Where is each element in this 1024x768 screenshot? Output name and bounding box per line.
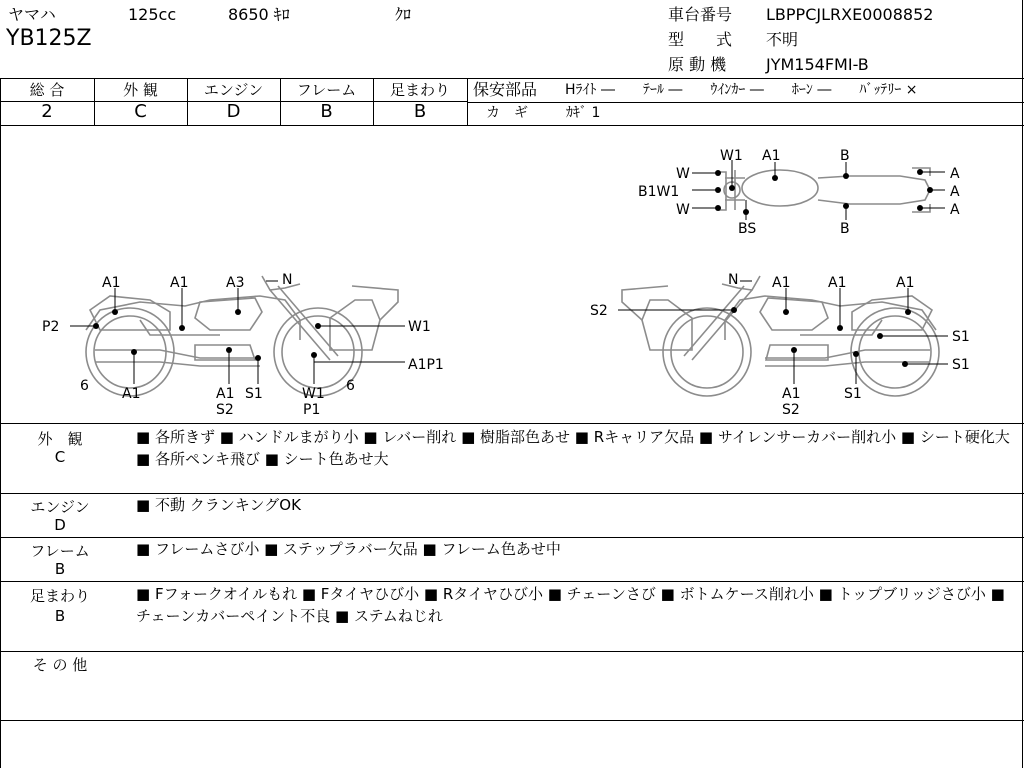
diagram-label: W <box>676 202 690 218</box>
key-value: ｶｷﾞ 1 <box>566 105 601 121</box>
diagram-label: 6 <box>80 378 89 394</box>
grade-label-suspension: 足まわり <box>389 81 450 99</box>
grade-label-frame: フレーム <box>296 81 357 99</box>
engine-model-value: JYM154FMI-B <box>766 55 869 74</box>
diagram-label: S1 <box>844 386 862 402</box>
note-text-exterior: ■ 各所きず ■ ハンドルまがり小 ■ レバー削れ ■ 樹脂部色あせ ■ Rキャリア欠品 ■ サイレンサーカバー削れ小 ■ シート硬化大 ■ 各所ペンキ飛び ■ シート色あせ大 <box>136 428 1010 468</box>
diagram-label: B <box>840 148 850 164</box>
damage-dots <box>93 169 933 367</box>
maker: ヤマハ <box>8 5 56 24</box>
model-name: YB125Z <box>6 26 92 51</box>
grade-value-overall: 2 <box>41 101 53 122</box>
diagram-label: A3 <box>226 275 245 291</box>
note-label-other: そ の 他 <box>32 656 88 674</box>
diagram-label: N <box>282 272 293 288</box>
diagram-label: W1 <box>302 386 325 402</box>
diagram-label: 6 <box>346 378 355 394</box>
diagram-label: A1 <box>828 275 847 291</box>
note-text-frame: ■ フレームさび小 ■ ステップラバー欠品 ■ フレーム色あせ中 <box>136 540 561 558</box>
diagram-label: W <box>676 166 690 182</box>
divider <box>0 720 1024 721</box>
displacement: 125cc <box>128 5 177 24</box>
divider <box>1022 0 1023 768</box>
diagram-label: A1 <box>782 386 801 402</box>
diagram-label: W1 <box>408 319 431 335</box>
diagram-label: A1 <box>102 275 121 291</box>
diagram-label: BS <box>738 221 757 237</box>
diagram-label: S1 <box>952 329 970 345</box>
engine-model-label: 原 動 機 <box>668 55 727 74</box>
note-grade-suspension: B <box>54 607 66 625</box>
chassis-number: LBPPCJLRXE0008852 <box>766 5 934 24</box>
bike-top-view <box>718 168 930 212</box>
diagram-label: B1W1 <box>638 184 680 200</box>
diagram-label: A1 <box>216 386 235 402</box>
key-label: カ ギ <box>486 105 528 121</box>
diagram-label: A1 <box>772 275 791 291</box>
diagram-label: A <box>950 202 960 218</box>
diagram-label: W1 <box>720 148 743 164</box>
grade-label-exterior: 外 観 <box>123 81 158 99</box>
diagram-label: S1 <box>245 386 263 402</box>
type-label: 型 式 <box>668 30 733 49</box>
grade-label-engine: エンジン <box>203 81 264 99</box>
divider <box>0 581 1024 582</box>
diagram-label: S1 <box>952 357 970 373</box>
diagram-label: N <box>728 272 739 288</box>
note-grade-engine: D <box>54 516 66 534</box>
diagram-label: P2 <box>42 319 60 335</box>
divider <box>0 651 1024 652</box>
diagram-label: A1P1 <box>408 357 444 373</box>
grade-label-overall: 総 合 <box>29 81 65 99</box>
divider <box>467 78 468 125</box>
note-label-frame: フレーム <box>30 542 90 560</box>
diagram-label: A1 <box>896 275 915 291</box>
safety-parts-title: 保安部品 <box>473 80 538 99</box>
note-label-engine: エンジン <box>30 498 90 516</box>
diagram-label: S2 <box>590 303 608 319</box>
diagram-label: A <box>950 184 960 200</box>
damage-diagram <box>0 126 1022 422</box>
diagram-label: B <box>840 221 850 237</box>
diagram-label: S2 <box>216 402 234 418</box>
diagram-label: A1 <box>122 386 141 402</box>
diagram-label: A <box>950 166 960 182</box>
diagram-label: P1 <box>303 402 321 418</box>
grade-value-engine: D <box>226 101 241 122</box>
grade-value-exterior: C <box>134 101 147 122</box>
divider <box>467 102 1024 103</box>
mileage: 8650 ｷﾛ <box>228 5 290 24</box>
diagram-label: A1 <box>170 275 189 291</box>
grade-value-suspension: B <box>413 101 427 122</box>
note-label-exterior: 外 観 <box>37 430 83 448</box>
chassis-label: 車台番号 <box>668 5 733 24</box>
bike-outlines <box>86 168 939 396</box>
note-text-engine: ■ 不動 クランキングOK <box>136 496 301 514</box>
safety-parts-items: Hﾗｲﾄ ― ﾃｰﾙ ― ｳｲﾝｶｰ ― ﾎｰﾝ ― ﾊﾞｯﾃﾘｰ × <box>565 82 918 98</box>
divider <box>0 423 1024 424</box>
diagram-label: S2 <box>782 402 800 418</box>
type-value: 不明 <box>766 30 799 49</box>
note-text-suspension: ■ Fフォークオイルもれ ■ Fタイヤひび小 ■ Rタイヤひび小 ■ チェーンさび ■ ボトムケース削れ小 ■ トップブリッジさび小 ■ チェーンカバーペイント不良 ■ ステムねじれ <box>136 585 1005 625</box>
grade-value-frame: B <box>320 101 333 122</box>
note-grade-frame: B <box>54 560 66 578</box>
color: ｸﾛ <box>395 5 412 24</box>
note-grade-exterior: C <box>54 448 66 466</box>
diagram-label: A1 <box>762 148 781 164</box>
note-label-suspension: 足まわり <box>29 587 90 605</box>
